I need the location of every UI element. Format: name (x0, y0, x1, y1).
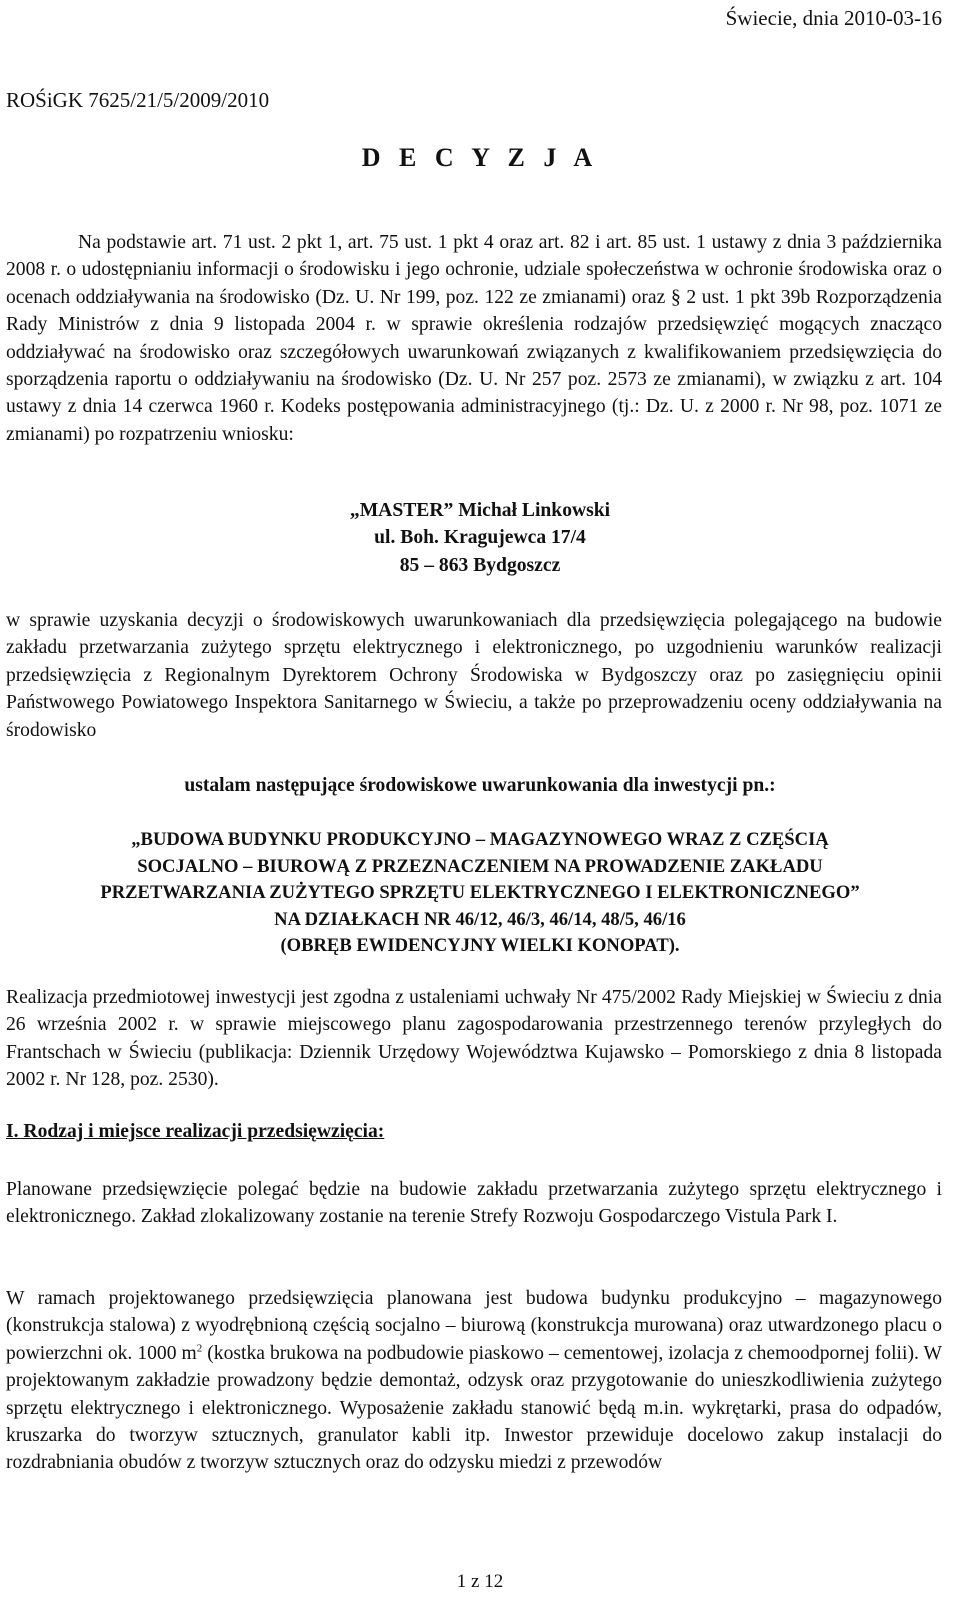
legal-basis-text-2: 2 ust. 1 pkt 39b Rozporządzenia Rady Ministrów z dnia 9 listopada 2004 r. w sprawie określenia rodzajów przedsięwzięć mogących znacząco oddziaływać na środowisko oraz szczegółowych uwarunkowań związanych z kwalifikowaniem przedsięwzięcia do sporządzenia raportu o oddziaływaniu na środowisko (Dz. U. Nr 257 poz. 2573 ze zmianami), w związku z art. 104 ustawy z dnia 14 czerwca 1960 r. Kodeks postępowania administracyjnego (tj.: Dz. U. z 2000 r. Nr 98, poz. 1071 ze zmianami) po rozpatrzeniu wniosku: (6, 286, 942, 445)
applicant-name: „MASTER” Michał Linkowski (349, 500, 611, 521)
scope-text-2: (kostka brukowa na podbudowie piaskowo – cementowej, izolacja z chemoodpornej folii). W projektowanym zakładzie prowadzony będzie demontaż, odzysk oraz przygotowanie do unieszkodliwienia zużytego sprzętu elektrycznego i elektronicznego. Wyposażenie zakładu stanowić będą m.in. wykrętarki, prasa do odpadów, kruszarka do tworzyw sztucznych, granulator kabli itp. Inwestor przewiduje docelowo zakup instalacji do rozdrabniania obudów z tworzyw sztucznych oraz do odzysku miedzi z przewodów (6, 1342, 942, 1474)
investment-title-line: SOCJALNO – BIUROWĄ Z PRZEZNACZENIEM NA PROWADZENIE ZAKŁADU (137, 855, 823, 877)
investment-title-line: PRZETWARZANIA ZUŻYTEGO SPRZĘTU ELEKTRYCZNEGO I ELEKTRONICZNEGO” (100, 882, 860, 903)
local-plan-paragraph: Realizacja przedmiotowej inwestycji jest zgodna z ustaleniami uchwały Nr 475/2002 Rady Miejskiej w Świeciu z dnia 26 września 2002 r. w sprawie miejscowego planu zagospodarowania przestrzennego terenów przyległych do Frantschach w Świeciu (publikacja: Dziennik Urzędowy Województwa Kujawsko – Pomorskiego z dnia 8 listopada 2002 r. Nr 128, poz. 2530). (6, 987, 942, 1091)
reference-number: ROŚiGK 7625/21/5/2009/2010 (6, 88, 270, 112)
document-title: D E C Y Z J A (361, 143, 599, 172)
applicant-block (0, 497, 960, 579)
section-symbol: § (670, 285, 681, 308)
investment-title-line: (OBRĘB EWIDENCYJNY WIELKI KONOPAT). (280, 935, 680, 956)
investment-title-line: NA DZIAŁKACH NR 46/12, 46/3, 46/14, 48/5, 46/16 (274, 908, 686, 930)
legal-basis-text-1: Na podstawie art. 71 ust. 2 pkt 1, art. 75 ust. 1 pkt 4 oraz art. 82 i art. 85 ust. 1 ustawy z dnia 3 października 2008 r. o udostępnianiu informacji o środowisku i jego ochronie, udziale społeczeństwa w ochronie środowiska oraz o ocenach oddziaływania na środowisko (Dz. U. Nr 199, poz. 122 ze zmianami) oraz (6, 232, 942, 308)
decision-statement: ustalam następujące środowiskowe uwarunkowania dla inwestycji pn.: (184, 775, 776, 796)
scope-text-1: W ramach projektowanego przedsięwzięcia planowana jest budowa budynku produkcyjno – magazynowego (konstrukcja stalowa) z wyodrębnioną częścią socjalno – biurową (konstrukcja murowana) oraz utwardzonego placu o powierzchni ok. 1000 m (6, 1288, 942, 1364)
section-heading: I. Rodzaj i miejsce realizacji przedsięwzięcia: (6, 1121, 385, 1142)
page-number: 1 z 12 (456, 1571, 504, 1592)
place-date: Świecie, dnia 2010-03-16 (725, 6, 942, 30)
applicant-street: ul. Boh. Kragujewca 17/4 (374, 527, 586, 549)
matter-paragraph: w sprawie uzyskania decyzji o środowiskowych uwarunkowaniach dla przedsięwzięcia polegającego na budowie zakładu przetwarzania zużytego sprzętu elektrycznego i elektronicznego, po uzgodnieniu warunków realizacji przedsięwzięcia z Regionalnym Dyrektorem Ochrony Środowiska w Bydgoszczy oraz po zasięgnięciu opinii Państwowego Powiatowego Inspektora Sanitarnego w Świeciu, a także po przeprowadzeniu oceny oddziaływania na środowisko (6, 610, 942, 741)
investment-title (0, 827, 960, 960)
applicant-city: 85 – 863 Bydgoszcz (399, 554, 561, 576)
investment-title-line: „BUDOWA BUDYNKU PRODUKCYJNO – MAGAZYNOWEGO WRAZ Z CZĘŚCIĄ (131, 829, 829, 850)
planned-project-paragraph: Planowane przedsięwzięcie polegać będzie na budowie zakładu przetwarzania zużytego sprzętu elektrycznego i elektronicznego. Zakład zlokalizowany zostanie na terenie Strefy Rozwoju Gospodarczego Vistula Park I. (6, 1179, 942, 1228)
legal-basis-paragraph (6, 229, 942, 448)
project-scope-paragraph (6, 1285, 942, 1477)
superscript: 2 (196, 1342, 203, 1355)
